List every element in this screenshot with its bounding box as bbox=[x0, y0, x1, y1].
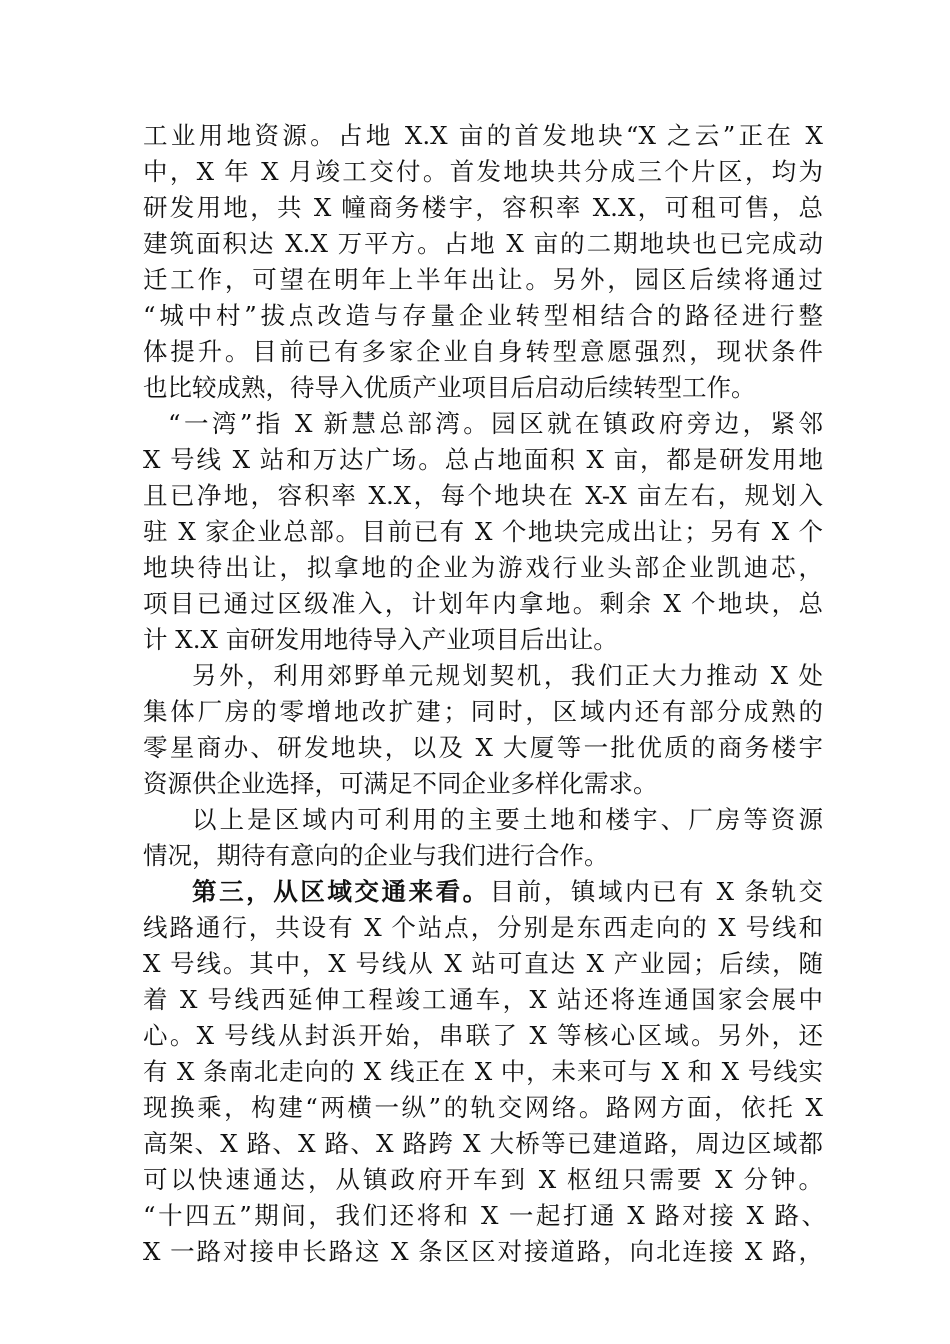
text-line: 也比较成熟，待导入优质产业项目后启动后续转型工作。 bbox=[143, 373, 756, 402]
text-line: 心。X 号线从封浜开始，串联了 X 等核心区域。另外，还 bbox=[143, 1021, 823, 1050]
text-line: 驻 X 家企业总部。目前已有 X 个地块完成出让；另有 X 个 bbox=[143, 517, 823, 546]
text-line: 迁工作，可望在明年上半年出让。另外，园区后续将通过 bbox=[143, 265, 823, 294]
text-line: X 一路对接申长路这 X 条区区对接道路，向北连接 X 路， bbox=[143, 1237, 823, 1266]
text-line: “十四五”期间，我们还将和 X 一起打通 X 路对接 X 路、 bbox=[143, 1201, 826, 1230]
paragraph-first-line: “一湾”指 X 新慧总部湾。园区就在镇政府旁边，紧邻 bbox=[168, 409, 823, 438]
text-line: 可以快速通达，从镇政府开车到 X 枢纽只需要 X 分钟。 bbox=[143, 1165, 823, 1194]
text-line: 且已净地，容积率 X.X，每个地块在 X-X 亩左右，规划入 bbox=[143, 481, 823, 510]
text-line: 计 X.X 亩研发用地待导入产业项目后出让。 bbox=[143, 625, 618, 654]
text-line: 零星商办、研发地块，以及 X 大厦等一批优质的商务楼宇 bbox=[143, 733, 823, 762]
text-line: 着 X 号线西延伸工程竣工通车，X 站还将连通国家会展中 bbox=[143, 985, 823, 1014]
section-heading-text: 目前，镇域内已有 X 条轨交 bbox=[489, 877, 823, 906]
paragraph-first-line: 以上是区域内可利用的主要土地和楼宇、厂房等资源 bbox=[192, 805, 823, 834]
text-line: 资源供企业选择，可满足不同企业多样化需求。 bbox=[143, 769, 658, 798]
text-line: “城中村”拔点改造与存量企业转型相结合的路径进行整 bbox=[143, 301, 823, 330]
text-line: 线路通行，共设有 X 个站点，分别是东西走向的 X 号线和 bbox=[143, 913, 823, 942]
text-line: 中，X 年 X 月竣工交付。首发地块共分成三个片区，均为 bbox=[143, 157, 823, 186]
text-line: 高架、X 路、X 路、X 路跨 X 大桥等已建道路，周边区域都 bbox=[143, 1129, 823, 1158]
section-heading-line bbox=[192, 874, 823, 910]
paragraph-first-line: 另外，利用郊野单元规划契机，我们正大力推动 X 处 bbox=[192, 661, 823, 690]
text-line: 建筑面积达 X.X 万平方。占地 X 亩的二期地块也已完成动 bbox=[143, 229, 823, 258]
text-line: 地块待出让，拟拿地的企业为游戏行业头部企业凯迪芯， bbox=[143, 553, 823, 582]
text-line: 情况，期待有意向的企业与我们进行合作。 bbox=[143, 841, 609, 870]
text-line: 有 X 条南北走向的 X 线正在 X 中，未来可与 X 和 X 号线实 bbox=[143, 1057, 823, 1086]
text-line: 项目已通过区级准入，计划年内拿地。剩余 X 个地块，总 bbox=[143, 589, 823, 618]
text-line: 研发用地，共 X 幢商务楼宇，容积率 X.X，可租可售，总 bbox=[143, 193, 823, 222]
text-line: 集体厂房的零增地改扩建；同时，区域内还有部分成熟的 bbox=[143, 697, 823, 726]
text-line: X 号线。其中，X 号线从 X 站可直达 X 产业园；后续，随 bbox=[143, 949, 823, 978]
text-line: 现换乘，构建“两横一纵”的轨交网络。路网方面，依托 X bbox=[143, 1093, 823, 1122]
text-line: 体提升。目前已有多家企业自身转型意愿强烈，现状条件 bbox=[143, 337, 823, 366]
text-line: X 号线 X 站和万达广场。总占地面积 X 亩，都是研发用地 bbox=[143, 445, 823, 474]
section-heading: 第三，从区域交通来看。 bbox=[192, 877, 490, 906]
text-line: 工业用地资源。占地 X.X 亩的首发地块“X 之云”正在 X bbox=[143, 121, 823, 150]
